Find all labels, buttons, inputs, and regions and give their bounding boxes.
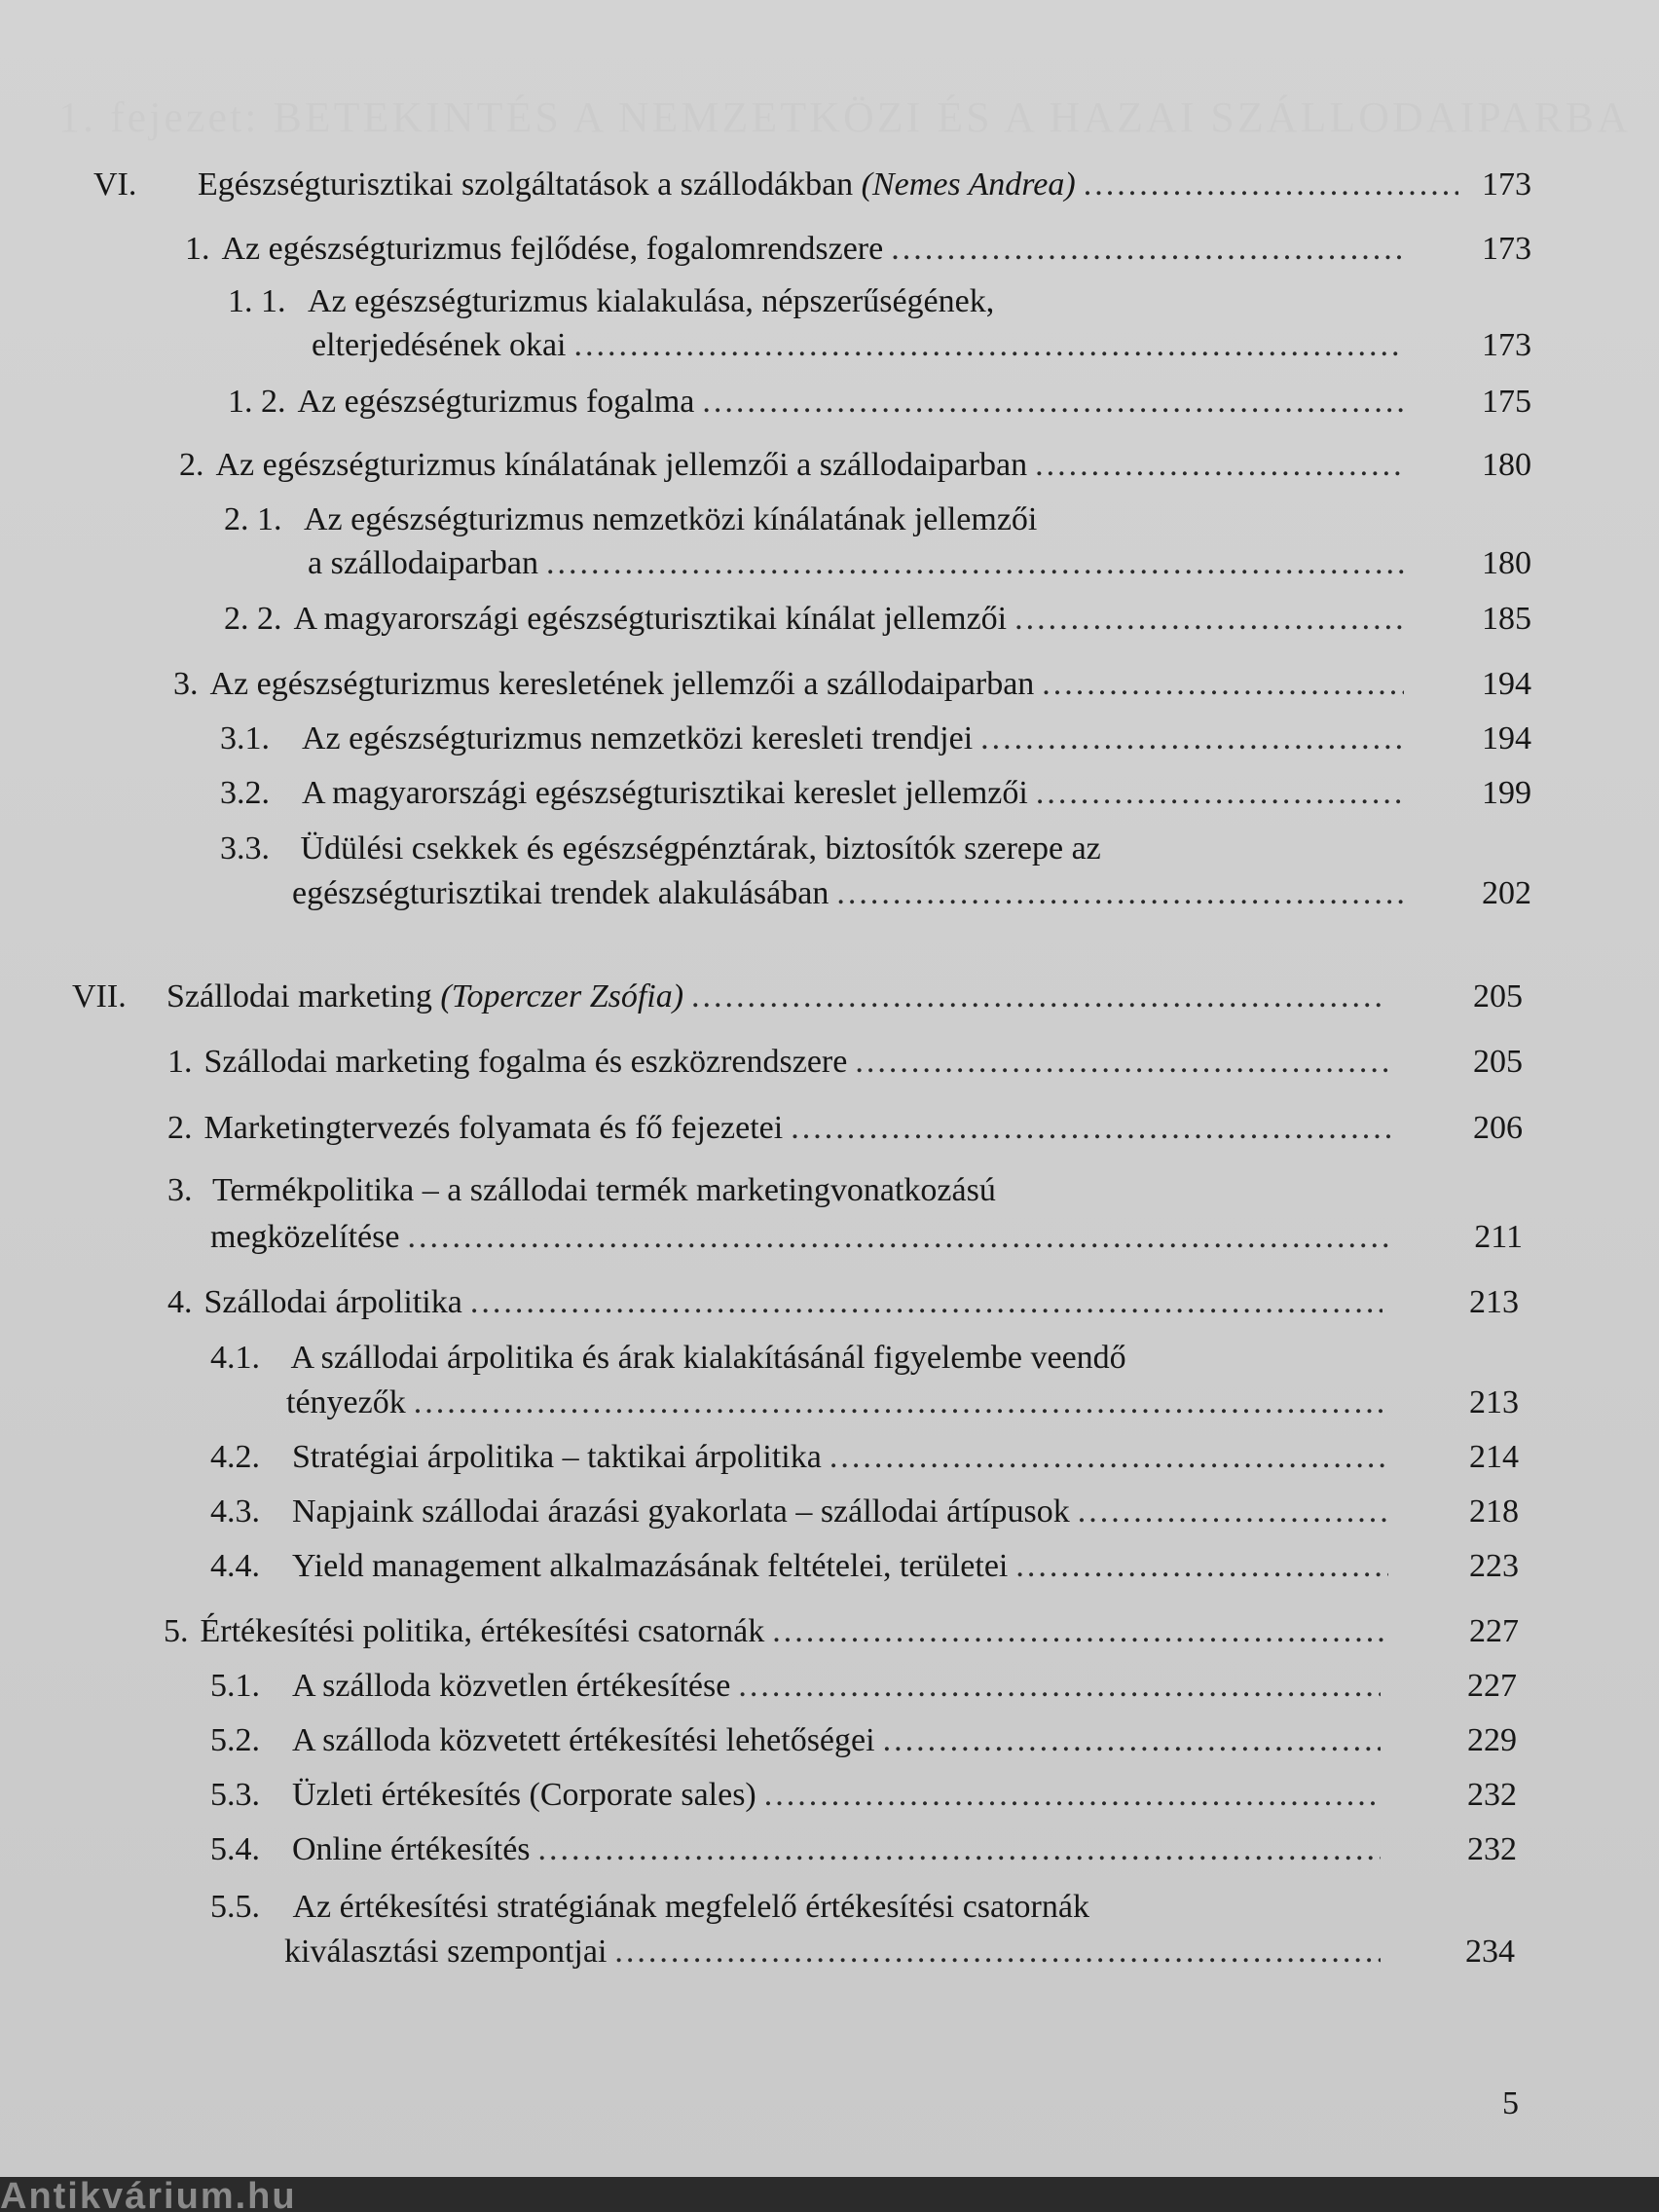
page-ref: 213 (1469, 1384, 1519, 1420)
toc-entry: 3.2. A magyarországi egészségturisztikai kereslet jellemzői ..... (220, 772, 1412, 815)
toc-entry: 5.4. Online értékesítés ..... (210, 1828, 1388, 1871)
toc-entry: 5.3. Üzleti értékesítés (Corporate sales) ..... (210, 1774, 1388, 1817)
dot-leader (855, 1041, 1392, 1084)
chapter-author: (Nemes Andrea) (861, 166, 1076, 203)
toc-entry: 2. Az egészségturizmus kínálatának jellemzői a szállodaiparban ..... (179, 444, 1412, 487)
page-ref: 194 (1482, 720, 1531, 756)
page-ref: 218 (1469, 1493, 1519, 1530)
toc-entry: 4.4. Yield management alkalmazásának feltételei, területei ..... (210, 1545, 1396, 1588)
toc-entry-continuation: kiválasztási szempontjai ..... (284, 1931, 1388, 1973)
toc-entry-continuation: egészségturisztikai trendek alakulásában ..... (292, 872, 1412, 915)
toc-entry: 5.2. A szálloda közvetett értékesítési lehetőségei ..... (210, 1719, 1388, 1762)
page-ref: 206 (1473, 1110, 1523, 1146)
toc-chapter-7 (72, 976, 1388, 1018)
page-ref: 234 (1465, 1934, 1515, 1970)
toc-entry: 5. Értékesítési politika, értékesítési csatornák ..... (164, 1610, 1396, 1653)
toc-entry: 4.2. Stratégiai árpolitika – taktikai árpolitika ..... (210, 1436, 1396, 1479)
dot-leader (1078, 1491, 1388, 1533)
dot-leader (738, 1665, 1381, 1708)
toc-entry-continuation: tényezők ..... (286, 1382, 1396, 1424)
toc-entry: 3.1. Az egészségturizmus nemzetközi keresleti trendjei ..... (220, 718, 1412, 760)
page-ref: 223 (1469, 1548, 1519, 1584)
dot-leader (836, 872, 1404, 915)
toc-entry-continuation: a szállodaiparban ..... (308, 542, 1412, 585)
chapter-title: Szállodai marketing (Toperczer Zsófia) (166, 978, 684, 1014)
toc-entry: 1. Szállodai marketing fogalma és eszközrendszere ..... (167, 1041, 1400, 1084)
toc-entry: 2. Marketingtervezés folyamata és fő fejezetei ..... (167, 1107, 1400, 1150)
page-ref: 173 (1482, 166, 1531, 203)
chapter-title: Egészségturisztikai szolgáltatások a szállodákban (Nemes Andrea) (198, 166, 1076, 203)
page-ref: 202 (1482, 875, 1531, 911)
chapter-number: VI. (93, 166, 137, 203)
dot-leader (883, 1719, 1381, 1762)
toc-entry: 2. 2. A magyarországi egészségturisztikai kínálat jellemzői ..... (224, 598, 1412, 641)
chapter-author: (Toperczer Zsófia) (440, 978, 684, 1014)
toc-entry: 4.1. A szállodai árpolitika és árak kialakításánál figyelembe veendő (210, 1340, 1126, 1376)
dot-leader (573, 324, 1404, 367)
page-ref: 232 (1467, 1777, 1517, 1813)
toc-entry: 1. Az egészségturizmus fejlődése, fogalomrendszere ..... (185, 228, 1412, 271)
toc-entry: 3.3. Üdülési csekkek és egészségpénztárak, biztosítók szerepe az (220, 830, 1101, 866)
dot-leader (538, 1828, 1381, 1871)
dot-leader (691, 976, 1381, 1018)
toc-entry-continuation: elterjedésének okai ..... (312, 324, 1412, 367)
toc-entry: 2. 1. Az egészségturizmus nemzetközi kínálatának jellemzői (224, 501, 1038, 537)
toc-entry: 3. Az egészségturizmus keresletének jellemzői a szállodaiparban ..... (173, 663, 1412, 706)
toc-entry: 1. 2. Az egészségturizmus fogalma ..... (228, 381, 1412, 424)
toc-entry: 1. 1. Az egészségturizmus kialakulása, népszerűségének, (228, 283, 995, 319)
page-ref: 211 (1474, 1219, 1523, 1255)
toc-entry: 4.3. Napjaink szállodai árazási gyakorlata – szállodai ártípusok ..... (210, 1491, 1396, 1533)
dot-leader (980, 718, 1404, 760)
page-ref: 173 (1482, 231, 1531, 267)
page-ref: 194 (1482, 666, 1531, 702)
page-ref: 175 (1482, 384, 1531, 420)
chapter-number: VII. (72, 978, 127, 1014)
dot-leader (414, 1382, 1388, 1424)
dot-leader (1036, 772, 1404, 815)
dot-leader (407, 1216, 1392, 1259)
bleed-through-header: 1. fejezet: BETEKINTÉS A NEMZETKÖZI ÉS A HAZAI SZÁLLODAIPARBA (58, 93, 1631, 141)
page-ref: 173 (1482, 327, 1531, 363)
toc-entry: 5.1. A szálloda közvetlen értékesítése ..... (210, 1665, 1388, 1708)
page-ref: 229 (1467, 1722, 1517, 1758)
dot-leader (1035, 444, 1404, 487)
dot-leader (546, 542, 1404, 585)
page-ref: 227 (1469, 1613, 1519, 1649)
toc-entry: 4. Szállodai árpolitika ..... (167, 1281, 1390, 1324)
page-ref: 214 (1469, 1439, 1519, 1475)
page-ref: 180 (1482, 545, 1531, 581)
toc-chapter-6 (93, 164, 1466, 206)
toc-entry: 5.5. Az értékesítési stratégiának megfelelő értékesítési csatornák (210, 1889, 1089, 1925)
dot-leader (791, 1107, 1392, 1150)
toc-entry: 3. Termékpolitika – a szállodai termék marketingvonatkozású (167, 1172, 996, 1208)
dot-leader (891, 228, 1404, 271)
page-ref: 213 (1469, 1284, 1519, 1320)
watermark: Antikvárium.hu (0, 2176, 297, 2212)
dot-leader (702, 381, 1404, 424)
page-ref: 227 (1467, 1668, 1517, 1704)
page-ref: 180 (1482, 447, 1531, 483)
page-ref: 185 (1482, 601, 1531, 637)
dot-leader (830, 1436, 1388, 1479)
dot-leader (1014, 598, 1404, 641)
dot-leader (1042, 663, 1404, 706)
page-ref: 205 (1473, 1044, 1523, 1080)
dot-leader (1015, 1545, 1388, 1588)
dot-leader (1084, 164, 1458, 206)
page-ref: 205 (1473, 978, 1523, 1014)
dot-leader (772, 1610, 1388, 1653)
dot-leader (614, 1931, 1381, 1973)
page-ref: 232 (1467, 1831, 1517, 1867)
page-number: 5 (1502, 2085, 1519, 2121)
toc-entry-continuation: megközelítése ..... (210, 1216, 1400, 1259)
page-ref: 199 (1482, 775, 1531, 811)
dot-leader (470, 1281, 1382, 1324)
dot-leader (764, 1774, 1381, 1817)
